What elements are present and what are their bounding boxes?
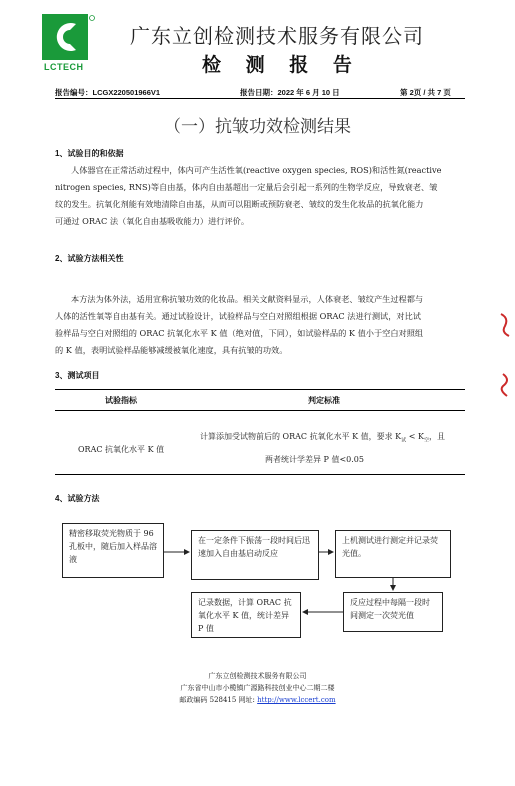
footer-company: 广东立创检测技术服务有限公司 [208, 672, 307, 680]
flow-step-2: 在一定条件下振荡一段时间后迅速加入自由基启动反应 [191, 530, 319, 580]
paragraph-line: 人体器官在正常活动过程中，体内可产生活性氧(reactive oxygen species, ROS)和活性氮(reactive [71, 165, 442, 175]
paragraph-line: 可通过 ORAC 法（氧化自由基吸收能力）进行评价。 [55, 216, 250, 226]
footer-address: 广东省中山市小榄镇广源路科技创业中心二期二楼 [180, 684, 335, 692]
paragraph-line: 人体的活性氧等自由基有关。通过试验设计，试验样品与空白对照组根据 ORAC 法进行测试，对比试 [55, 311, 421, 321]
paragraph-line: 验样品与空白对照组的 ORAC 抗氧化水平 K 值（绝对值，下同），如试验样品的 K 值小于空白对照组 [55, 328, 424, 338]
footer-postcode: 邮政编码 528415 网址: [179, 696, 258, 704]
report-title: 检 测 报 告 [202, 54, 361, 76]
paragraph-line: 的 K 值，表明试验样品能够减缓被氧化速度，具有抗皱的功效。 [55, 345, 288, 355]
footer-website-link[interactable]: http://www.lccert.com [257, 696, 336, 704]
standard-text: 计算添加受试物前后的 ORAC 抗氧化水平 K 值，要求 K [200, 432, 402, 441]
flow-step-4: 反应过程中每隔一段时间测定一次荧光值 [343, 592, 443, 632]
table-header-indicator: 试验指标 [105, 396, 137, 405]
table-header-standard: 判定标准 [308, 396, 340, 405]
flow-step-3: 上机测试进行测定并记录荧光值。 [335, 530, 451, 578]
logo-text: LCTECH [44, 62, 84, 72]
section-2-heading: 2、试验方法相关性 [55, 254, 124, 263]
subscript-test: 试 [401, 437, 407, 444]
paragraph-line: nitrogen species, RNS)等自由基，体内自由基超出一定量后会引起一系列的生物学反应，导致衰老、皱 [55, 182, 438, 192]
section-4-heading: 4、试验方法 [55, 494, 100, 503]
report-number: 报告编号：LCGX220501966V1 [55, 88, 161, 97]
footer-contact [0, 694, 515, 706]
standard-text: < K [406, 432, 424, 441]
paragraph-line: 本方法为体外法，适用宣称抗皱功效的化妆品。相关文献资料显示，人体衰老、皱纹产生过程都与 [71, 294, 424, 304]
section-1-heading: 1、试验目的和依据 [55, 149, 124, 158]
table-cell-indicator: ORAC 抗氧化水平 K 值 [78, 445, 165, 454]
company-name: 广东立创检测技术服务有限公司 [130, 24, 424, 48]
footer [0, 670, 515, 706]
subscript-blank: 空 [423, 437, 429, 444]
table-cell-standard-line2: 两者统计学差异 P 值<0.05 [265, 455, 364, 464]
report-date: 报告日期：2022 年 6 月 10 日 [240, 88, 340, 97]
paragraph-line: 纹的发生。抗氧化剂能有效地清除自由基，从而可以阻断或预防衰老、皱纹的发生化妆品的抗氧化能力 [55, 199, 424, 209]
section-title: （一）抗皱功效检测结果 [164, 117, 351, 137]
flow-step-5: 记录数据，计算 ORAC 抗氧化水平 K 值，统计差异 P 值 [191, 592, 301, 638]
standard-text: ，且 [428, 432, 445, 441]
flow-step-1: 精密移取荧光物质于 96 孔板中，随后加入样品溶液 [62, 523, 164, 578]
seal-fragment-bottom [497, 372, 515, 401]
section-3-heading: 3、测试项目 [55, 371, 100, 380]
seal-fragment-top [497, 312, 515, 341]
page-indicator: 第 2页 / 共 7 页 [400, 88, 451, 97]
